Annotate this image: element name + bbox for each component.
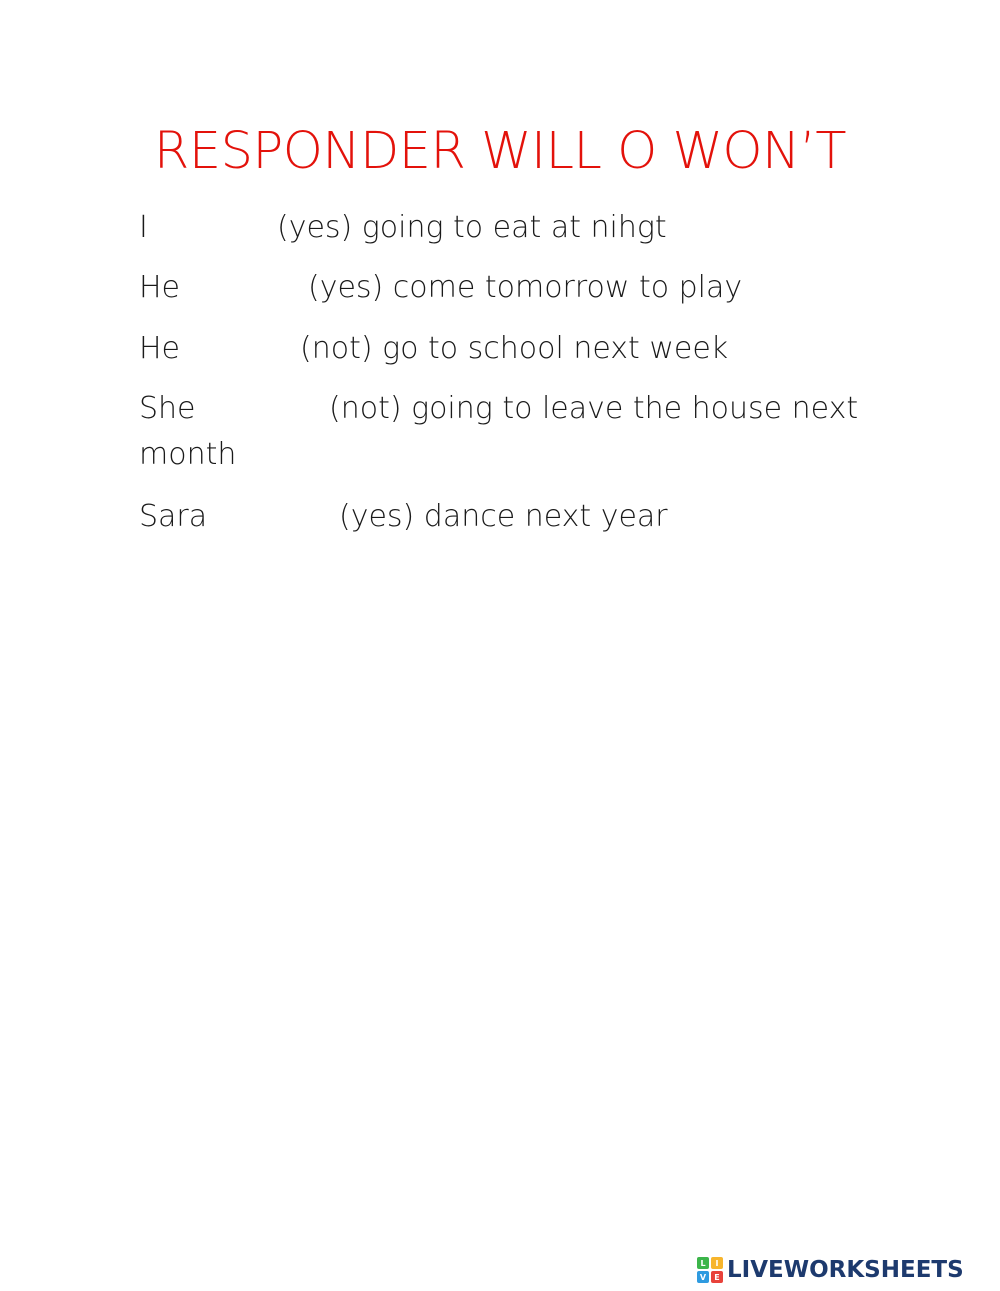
sentence-subject: Sara [139, 499, 208, 534]
liveworksheets-logo [697, 1256, 964, 1284]
sentence-subject: She [139, 391, 196, 426]
sentence-3 [139, 326, 859, 372]
sentence-rest: (yes) going to eat at nihgt [277, 210, 667, 245]
sentence-rest: (yes) come tomorrow to play [308, 270, 743, 305]
logo-letter-l: L [697, 1257, 709, 1269]
logo-letter-e: E [711, 1271, 723, 1283]
worksheet-title: RESPONDER WILL O WON’T [153, 122, 847, 181]
logo-letter-i: I [711, 1257, 723, 1269]
sentence-subject: I [139, 210, 148, 245]
liveworksheets-logo-icon [697, 1257, 723, 1283]
logo-text: LIVEWORKSHEETS [727, 1257, 964, 1283]
sentence-5 [139, 494, 859, 540]
sentence-subject: He [139, 270, 181, 305]
sentence-rest: (yes) dance next year [339, 499, 668, 534]
sentence-rest: (not) go to school next week [300, 331, 729, 366]
sentence-2 [139, 265, 859, 311]
sentence-1 [139, 205, 859, 251]
sentence-rest: (not) going to leave the house next month [139, 391, 859, 472]
logo-letter-v: V [697, 1271, 709, 1283]
sentence-subject: He [139, 331, 181, 366]
sentence-4 [139, 386, 859, 478]
